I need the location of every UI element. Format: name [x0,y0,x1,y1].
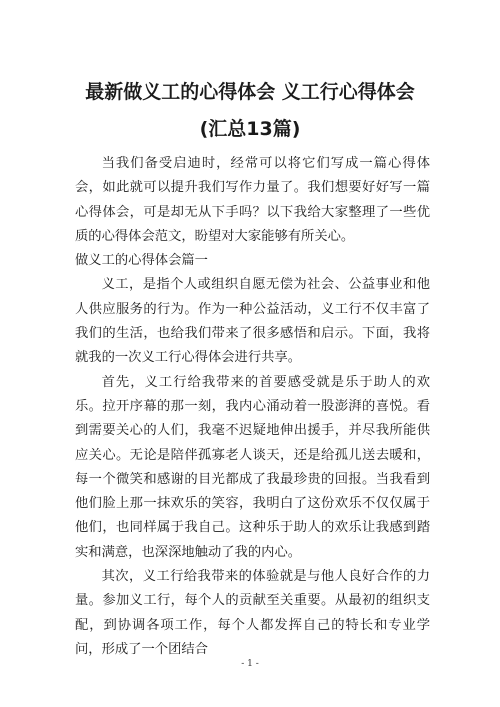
body-paragraph: 其次，义工行给我带来的体验就是与他人良好合作的力量。参加义工行，每个人的贡献至关重要。从最初的组织支配，到协调各项工作，每个人都发挥自己的特长和专业学问，形成了一个团结合 [75,569,430,657]
intro-paragraph: 当我们备受启迪时，经常可以将它们写成一篇心得体会，如此就可以提升我们写作力量了。我们想要好好写一篇心得体会，可是却无从下手吗？以下我给大家整理了一些优质的心得体会范文，盼望对大家能够有所关心。 [75,156,430,244]
section-heading: 做义工的心得体会篇一 [75,253,208,269]
body-paragraph: 义工，是指个人或组织自愿无偿为社会、公益事业和他人供应服务的行为。作为一种公益活动，义工行不仅丰富了我们的生活，也给我们带来了很多感悟和启示。下面，我将就我的一次义工行心得体会进行共享。 [75,277,430,366]
document-title-line-2: (汇总13篇) [199,118,301,140]
document-title-line-1: 最新做义工的心得体会 义工行心得体会 [85,81,415,103]
document-body [75,152,430,662]
body-paragraph: 首先，义工行给我带来的首要感受就是乐于助人的欢乐。拉开序幕的那一刻，我内心涌动着一股澎湃的喜悦。看到需要关心的人们，我毫不迟疑地伸出援手，并尽我所能供应关心。无论是陪伴孤寡老人谈天，还是给孤儿送去暖和，每一个微笑和感谢的目光都成了我最珍贵的回报。当我看到他们脸上那一抹欢乐的笑容，我明白了这份欢乐不仅仅属于他们，也同样属于我自己。这种乐于助人的欢乐让我感到踏实和满意，也深深地触动了我的内心。 [75,374,430,560]
page-number: - 1 - [241,659,259,669]
